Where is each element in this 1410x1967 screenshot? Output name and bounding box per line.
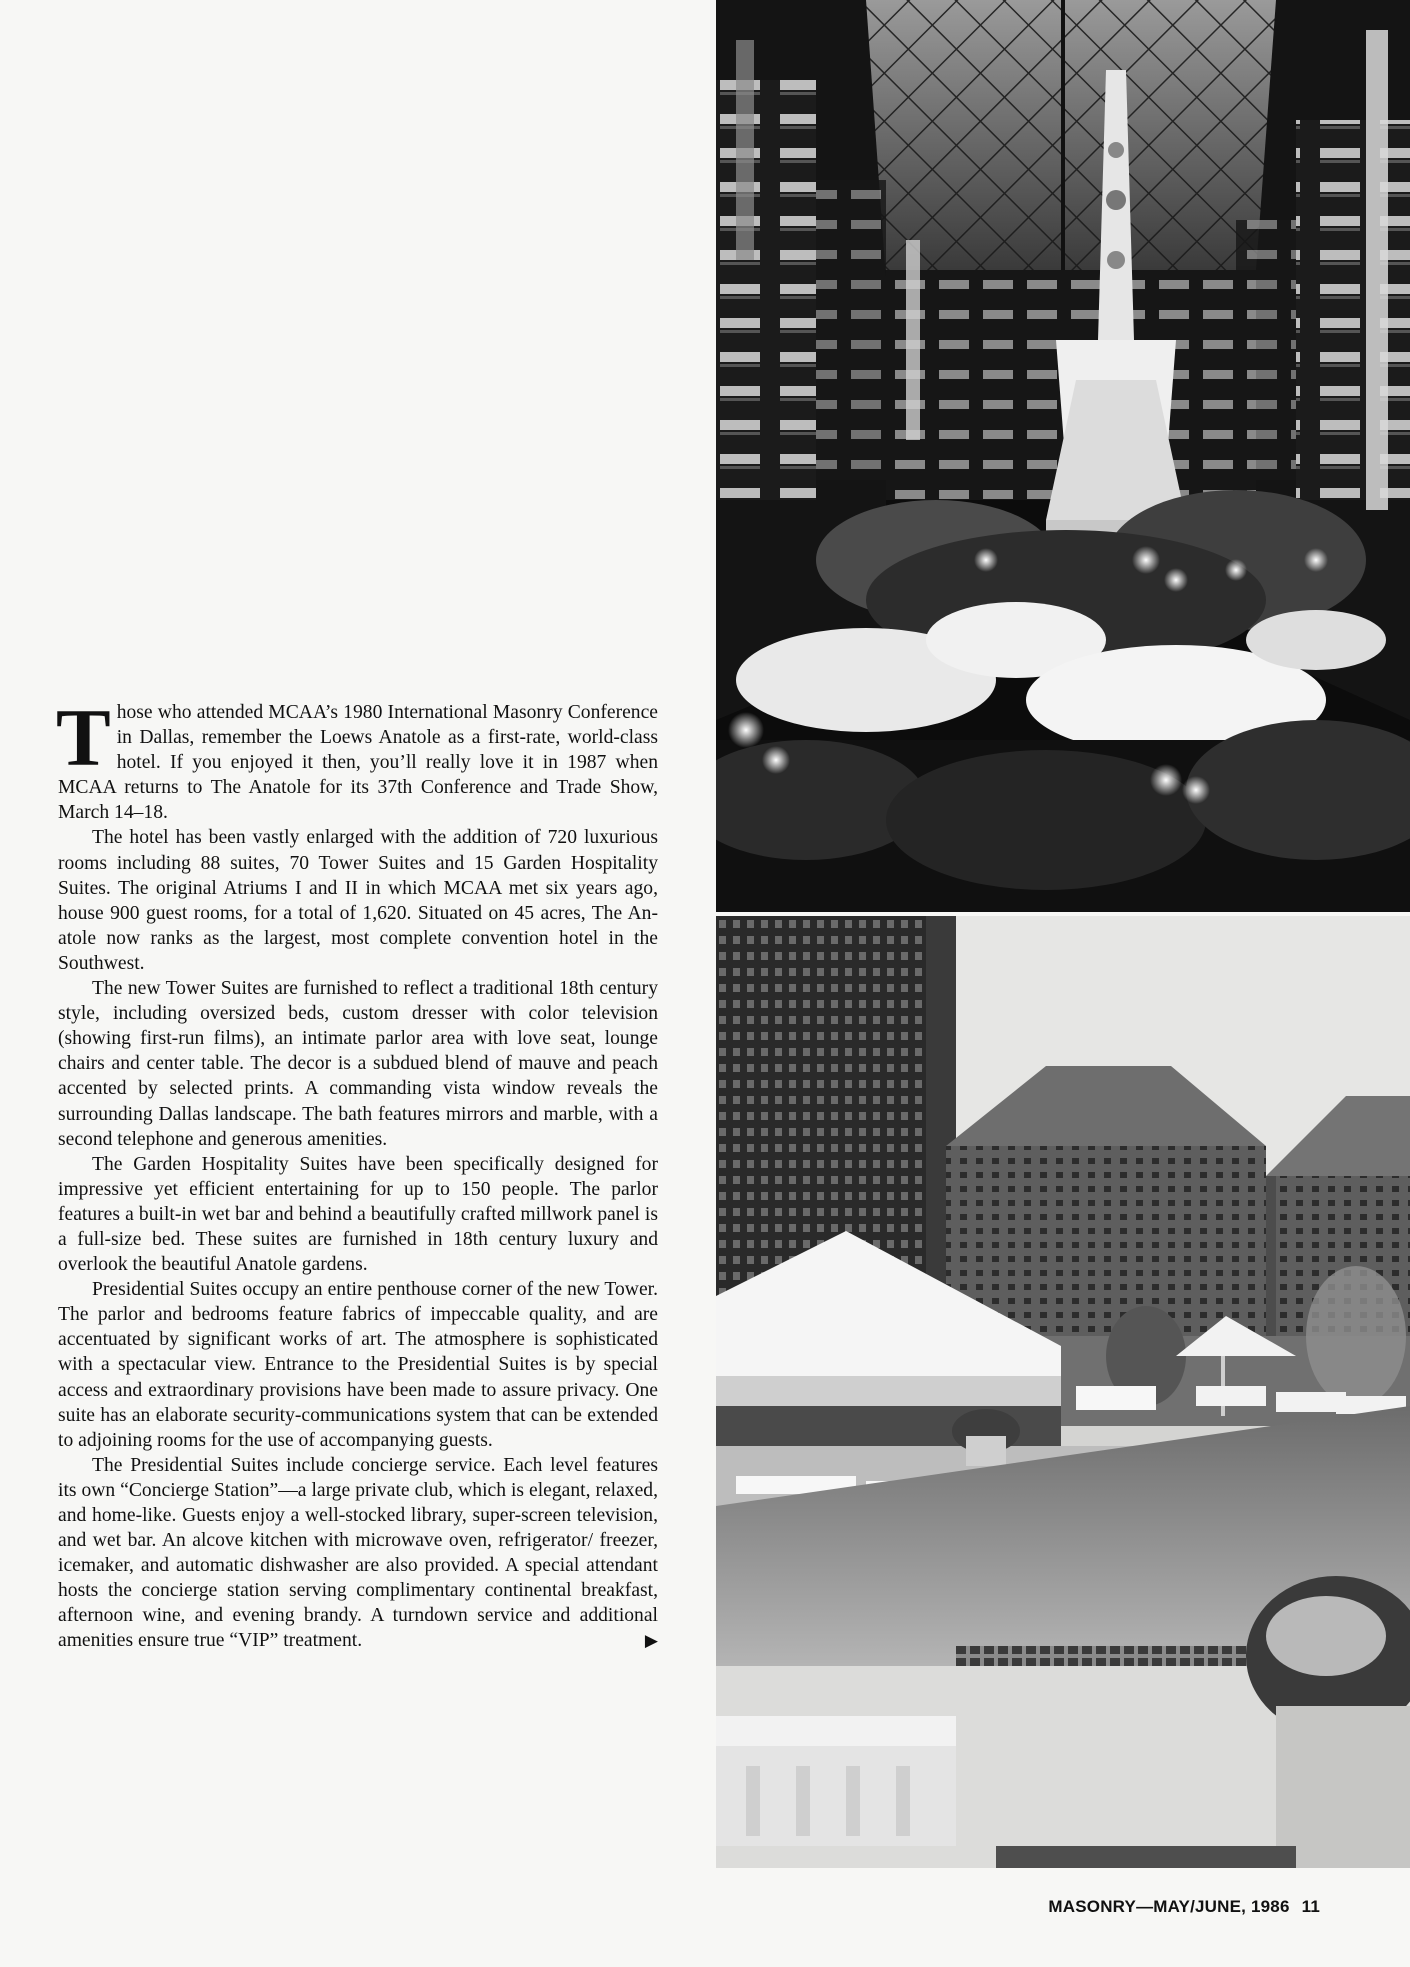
article-paragraph-3: The new Tower Suites are furnished to reflect a traditional 18th century style, including oversized beds, custom dresser with color television (showing first-run films), an intimate parlor area with love seat, lounge chairs and center table. The decor is a subdued blend of mauve and peach accented by selected prints. A commanding vista window reveals the surrounding Dallas landscape. The bath features mirrors and marble, with a second telephone and generous amenities. (58, 978, 658, 1150)
pool-illustration (716, 916, 1410, 1868)
paragraph-text: The Presidential Suites include concierge service. Each level features its own “Concierge Station”—a large private club, which is elegant, relaxed, and home-like. Guests enjoy a well-stocked library, super-screen television, and wet bar. An alcove kitchen with microwave oven, refrigerator/ freezer, icemaker, and automatic dishwasher are also provided. A special attendant hosts the concierge station serving complimentary continental breakfast, afternoon wine, and evening brandy. A turndown service and additional amenities ensure true “VIP” treatment. (58, 1454, 658, 1652)
atrium-illustration (716, 0, 1410, 912)
article-paragraph-1 (56, 692, 658, 825)
hotel-pool-photo (716, 916, 1410, 1868)
drop-cap: T (56, 692, 111, 783)
article-paragraph-4: The Garden Hospitality Suites have been specifically designed for impressive yet efficient entertaining for up to 150 people. The parlor features a built-in wet bar and behind a beautifully crafted millwork panel is a full-size bed. These suites are furnished in 18th century luxury and overlook the beautiful Anatole gardens. (58, 1153, 658, 1276)
article-paragraph-6 (58, 1453, 658, 1654)
page-footer (1048, 1897, 1320, 1917)
paragraph-text: hose who attended MCAA’s 1980 International Masonry Conference in Dallas, remember the Loews Anatole as a first-rate, world-class hotel. If you enjoyed it then, you’ll really love it in 1987 when MCAA returns to The Anatole for its 37th Conference and Trade Show, March 14–18. (58, 702, 658, 824)
article-paragraph-5: Presidential Suites occupy an entire penthouse corner of the new Tower. The parlor and bedrooms feature fabrics of impeccable quality, and are accentuated by significant works of art. The atmosphere is sophisticated with a spectacular view. Entrance to the Presidential Suites is by special access and extraordinary provisions have been made to assure privacy. One suite has an elaborate security-communications system that can be extended to adjoining rooms for the use of accompanying guests. (58, 1279, 658, 1451)
hotel-atrium-photo (716, 0, 1410, 912)
article-paragraph-2: The hotel has been vastly enlarged with the addition of 720 luxurious rooms including 88 suites, 70 Tower Suites and 15 Garden Hospitality Suites. The original Atriums I and II in which MCAA met six years ago, house 900 guest rooms, for a total of 1,620. Situated on 45 acres, The Anatole now ranks as the largest, most complete convention hotel in the Southwest. (58, 827, 658, 974)
article-body (56, 692, 658, 1654)
page-number: 11 (1301, 1897, 1320, 1916)
publication-name: MASONRY—MAY/JUNE, 1986 (1048, 1897, 1290, 1916)
continue-arrow-icon: ▶ (644, 1631, 658, 1651)
